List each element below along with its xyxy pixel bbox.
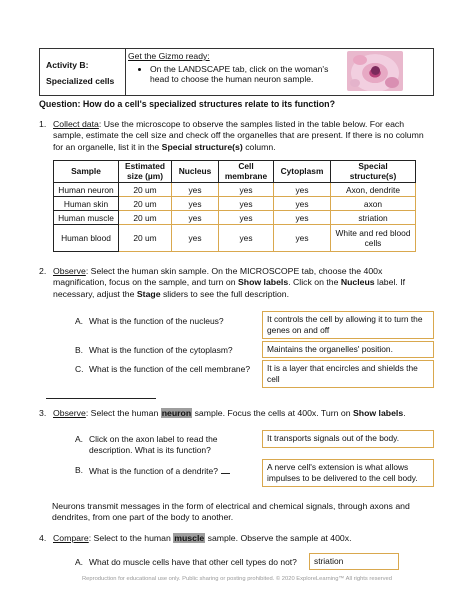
step3-body-1: : Select the human xyxy=(85,408,161,418)
table-cell[interactable]: yes xyxy=(219,197,274,211)
table-header-row xyxy=(54,161,416,183)
step4-qa-question: What do muscle cells have that other cell types do not? xyxy=(89,557,297,567)
table-cell[interactable]: White and red blood cells xyxy=(331,225,416,252)
step3-body-2: sample. Focus the cells at 400x. Turn on xyxy=(192,408,353,418)
table-cell[interactable]: yes xyxy=(274,225,331,252)
activity-title-line2: Specialized cells xyxy=(46,76,115,87)
samples-table xyxy=(53,160,416,252)
table-cell[interactable]: striation xyxy=(331,211,416,225)
step3-qa-letter: B. xyxy=(75,465,84,475)
gizmo-instruction-list xyxy=(128,64,338,85)
step2-body-1: : Select the human skin sample. On the MICROSCOPE tab, choose the 400x magnification, focus on the sample, and turn on xyxy=(53,266,383,288)
neuron-note-text: Neurons transmit messages in the form of electrical and chemical signals, through axons and dendrites, from one part of the body to another. xyxy=(52,501,410,523)
table-cell: Human skin xyxy=(54,197,119,211)
copyright-footer: Reproduction for educational use only. Public sharing or posting prohibited. © 2020 ExploreLearning™ All rights reserved xyxy=(82,576,392,582)
table-cell: Human muscle xyxy=(54,211,119,225)
table-row xyxy=(54,183,416,197)
neuron-note xyxy=(52,501,437,524)
cell-membrane-function-answer[interactable]: It is a layer that encircles and shields the cell xyxy=(262,360,434,388)
step3-show-labels: Show labels xyxy=(352,408,404,418)
step2-qa-letter: B. xyxy=(75,345,84,355)
step2-stage: Stage xyxy=(136,288,161,299)
gizmo-instruction-item: • On the LANDSCAPE tab, click on the woman's head to choose the human neuron sample. xyxy=(150,64,338,85)
activity-title-line1: Activity B: xyxy=(46,60,89,70)
step3-qa-letter: A. xyxy=(75,434,84,444)
step2-label: Observe xyxy=(53,266,86,276)
step1-number: 1. xyxy=(39,119,47,129)
step2-qa-letter: A. xyxy=(75,316,84,326)
column-header-cytoplasm: Cytoplasm xyxy=(274,161,331,183)
table-cell: Human blood xyxy=(54,225,119,252)
step2-number: 2. xyxy=(39,266,47,276)
divider-line xyxy=(46,398,156,399)
muscle-cell-answer[interactable]: striation xyxy=(309,553,399,570)
neuron-thumbnail-image xyxy=(347,51,403,91)
step3-qa-question: Click on the axon label to read the description. What is its function? xyxy=(89,434,218,456)
table-cell[interactable]: 20 um xyxy=(119,225,172,252)
column-header-cell-membrane: Cell membrane xyxy=(219,161,274,183)
step3-body-3: . xyxy=(403,408,406,418)
table-cell[interactable]: yes xyxy=(219,211,274,225)
table-cell[interactable]: 20 um xyxy=(119,183,172,197)
table-cell[interactable]: yes xyxy=(219,183,274,197)
answer-blank xyxy=(221,465,230,474)
table-cell[interactable]: axon xyxy=(331,197,416,211)
step1-bold: Special structure(s) xyxy=(161,141,243,152)
table-row xyxy=(54,197,416,211)
table-cell[interactable]: yes xyxy=(219,225,274,252)
main-question: Question: How do a cell's specialized structures relate to its function? xyxy=(39,99,336,109)
step2-body-3: label. If necessary, adjust the xyxy=(53,277,406,299)
table-cell[interactable]: yes xyxy=(274,197,331,211)
step4-qa-letter: A. xyxy=(75,557,84,567)
step3-highlight-neuron: neuron xyxy=(161,408,192,418)
step1-body: : Use the microscope to observe the samples listed in the table below. For each sample, estimate the cell size and check off the organelles that are present. If there is no column for an organelle, list it in the xyxy=(53,119,424,152)
step3-number: 3. xyxy=(39,408,47,418)
step1-label: Collect data xyxy=(53,119,99,129)
column-header-special-structures: Special structure(s) xyxy=(331,161,416,183)
table-cell[interactable]: Axon, dendrite xyxy=(331,183,416,197)
step4-label: Compare xyxy=(53,533,89,543)
step2-nucleus: Nucleus xyxy=(340,277,375,288)
step1-end: column. xyxy=(242,141,276,152)
step4-highlight-muscle: muscle xyxy=(174,533,205,543)
step2-show-labels: Show labels xyxy=(237,277,289,288)
table-row xyxy=(54,211,416,225)
step2-body-4: sliders to see the full description. xyxy=(160,288,289,299)
activity-header xyxy=(39,48,434,96)
table-cell[interactable]: yes xyxy=(172,211,219,225)
column-header-size: Estimated size (µm) xyxy=(119,161,172,183)
table-cell[interactable]: yes xyxy=(274,211,331,225)
step1-text xyxy=(53,119,434,153)
step3-qa-question xyxy=(89,465,249,477)
activity-title xyxy=(40,49,126,95)
gizmo-instructions xyxy=(128,51,338,85)
step3-label: Observe xyxy=(53,408,86,418)
step4-body-2: sample. Observe the sample at 400x. xyxy=(205,533,352,543)
step2-body-2: . Click on the xyxy=(288,277,341,288)
dendrite-question-text: What is the function of a dendrite? xyxy=(89,466,218,476)
table-row xyxy=(54,225,416,252)
step2-qa-question: What is the function of the cytoplasm? xyxy=(89,345,233,355)
table-cell[interactable]: 20 um xyxy=(119,211,172,225)
step2-text xyxy=(53,266,434,300)
nucleus-function-answer[interactable]: It controls the cell by allowing it to turn the genes on and off xyxy=(262,311,434,339)
table-cell[interactable]: yes xyxy=(172,183,219,197)
column-header-sample: Sample xyxy=(54,161,119,183)
step2-qa-letter: C. xyxy=(75,364,84,374)
axon-function-answer[interactable]: It transports signals out of the body. xyxy=(262,430,434,448)
table-cell[interactable]: yes xyxy=(172,225,219,252)
table-cell[interactable]: yes xyxy=(172,197,219,211)
table-cell[interactable]: yes xyxy=(274,183,331,197)
table-cell: Human neuron xyxy=(54,183,119,197)
step4-text xyxy=(53,533,434,544)
table-cell[interactable]: 20 um xyxy=(119,197,172,211)
step2-qa-question: What is the function of the nucleus? xyxy=(89,316,224,326)
step2-qa-question: What is the function of the cell membrane? xyxy=(89,364,251,374)
dendrite-function-answer[interactable]: A nerve cell's extension is what allows impulses to be delivered to the cell body. xyxy=(262,459,434,487)
step3-text xyxy=(53,408,434,419)
step4-number: 4. xyxy=(39,533,47,543)
step4-body-1: : Select to the human xyxy=(88,533,174,543)
cytoplasm-function-answer[interactable]: Maintains the organelles' position. xyxy=(262,341,434,358)
column-header-nucleus: Nucleus xyxy=(172,161,219,183)
gizmo-ready-label: Get the Gizmo ready: xyxy=(128,51,210,61)
